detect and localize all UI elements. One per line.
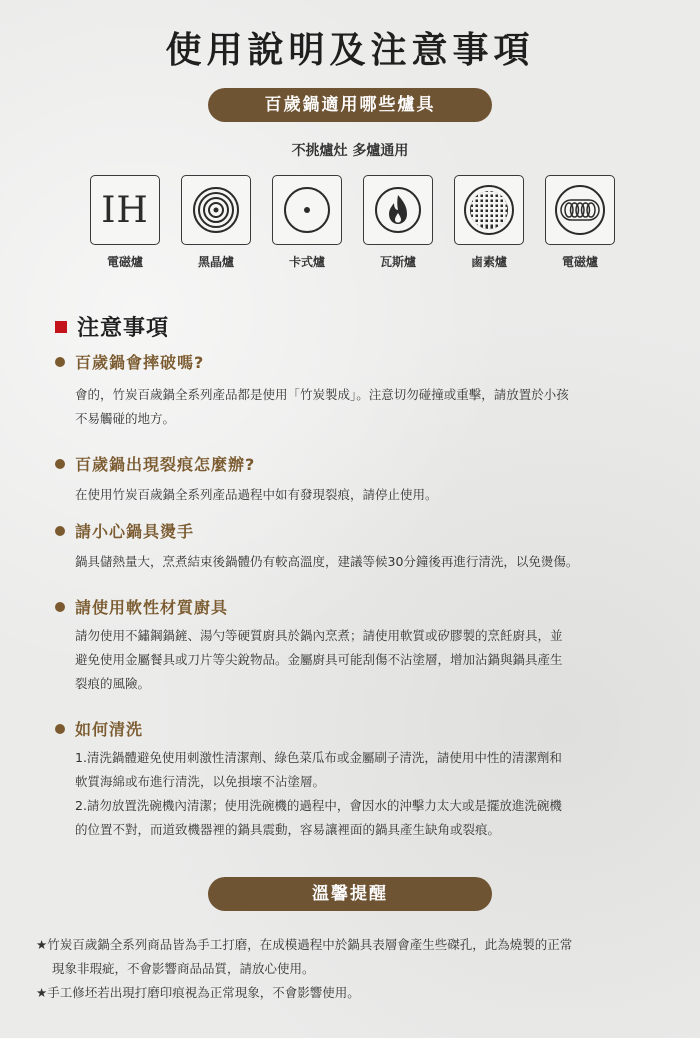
reminder-line: ★手工修坯若出現打磨印痕視為正常現象，不會影響使用。 — [36, 985, 360, 1000]
flame-icon — [372, 184, 424, 236]
stove-ceramic — [181, 175, 251, 270]
red-square-icon — [55, 321, 67, 333]
stove-induction — [90, 175, 160, 270]
bullet-dot-icon — [55, 357, 65, 367]
note-question-label: 百歲鍋出現裂痕怎麼辦? — [75, 455, 256, 474]
spiral-coil-icon — [190, 184, 242, 236]
reminder-line: 現象非瑕疵，不會影響商品品質，請放心使用。 — [52, 961, 315, 976]
note-body — [75, 624, 665, 696]
note-line: 裂痕的風險。 — [75, 676, 151, 691]
coil-loops-icon — [553, 183, 607, 237]
page-title: 使用說明及注意事項 — [165, 30, 535, 71]
notes-heading — [55, 311, 169, 342]
note-line: 鍋具儲熱量大，烹煮結束後鍋體仍有較高溫度，建議等候30分鐘後再進行清洗，以免燙傷。 — [75, 554, 579, 569]
ih-icon: IH — [101, 189, 149, 231]
stoves-subtitle: 不挑爐灶 多爐通用 — [291, 143, 409, 159]
bullet-dot-icon — [55, 526, 65, 536]
stove-label: 瓦斯爐 — [379, 255, 416, 269]
reminder-body — [36, 933, 676, 1005]
stove-label: 電磁爐 — [561, 255, 598, 269]
bullet-dot-icon — [55, 459, 65, 469]
note-question-label: 請使用軟性材質廚具 — [75, 598, 229, 617]
note-body — [75, 383, 665, 431]
note-line: 請勿使用不鏽鋼鍋鏟、湯勺等硬質廚具於鍋內烹煮；請使用軟質或矽膠製的烹飪廚具，並 — [75, 628, 563, 643]
bullet-dot-icon — [55, 602, 65, 612]
dot-circle-icon — [281, 184, 333, 236]
stove-induction-2 — [545, 175, 615, 270]
note-body — [75, 746, 665, 842]
note-question — [55, 350, 204, 373]
note-question — [55, 452, 255, 475]
note-line: 會的，竹炭百歲鍋全系列產品都是使用「竹炭製成」。注意切勿碰撞或重擊，請放置於小孩 — [75, 387, 569, 402]
note-line: 在使用竹炭百歲鍋全系列產品過程中如有發現裂痕，請停止使用。 — [75, 487, 438, 502]
note-body — [75, 550, 665, 574]
note-question-label: 請小心鍋具燙手 — [75, 522, 195, 541]
note-question — [55, 717, 143, 740]
grid-circle-icon — [462, 183, 516, 237]
note-body — [75, 483, 665, 507]
notes-heading-label: 注意事項 — [77, 316, 170, 341]
note-question-label: 如何清洗 — [75, 720, 144, 739]
stove-cassette — [272, 175, 342, 270]
note-line: 1.清洗鍋體避免使用刺激性清潔劑、綠色菜瓜布或金屬刷子清洗，請使用中性的清潔劑和 — [75, 750, 562, 765]
note-line: 軟質海綿或布進行清洗，以免損壞不沾塗層。 — [75, 774, 326, 789]
note-line: 2.請勿放置洗碗機內清潔；使用洗碗機的過程中，會因水的沖擊力太大或是擺放進洗碗機 — [75, 798, 562, 813]
reminder-pill: 溫馨提醒 — [208, 877, 492, 911]
bullet-dot-icon — [55, 724, 65, 734]
stove-halogen — [454, 175, 524, 270]
stove-gas — [363, 175, 433, 270]
note-line: 不易觸碰的地方。 — [75, 411, 176, 426]
note-question-label: 百歲鍋會摔破嗎? — [75, 353, 205, 372]
stove-label: 黑晶爐 — [197, 255, 234, 269]
note-question — [55, 595, 228, 618]
note-question — [55, 519, 194, 542]
stove-label: 電磁爐 — [106, 255, 143, 269]
stove-label: 鹵素爐 — [470, 255, 507, 269]
stoves-pill: 百歲鍋適用哪些爐具 — [208, 88, 492, 122]
reminder-line: ★竹炭百歲鍋全系列商品皆為手工打磨，在成模過程中於鍋具表層會產生些磔孔，此為燒製的正常 — [36, 937, 573, 952]
note-line: 避免使用金屬餐具或刀片等尖銳物品。金屬廚具可能刮傷不沾塗層，增加沾鍋與鍋具產生 — [75, 652, 563, 667]
note-line: 的位置不對，而道致機器裡的鍋具震動，容易讓裡面的鍋具產生缺角或裂痕。 — [75, 822, 501, 837]
stove-label: 卡式爐 — [288, 255, 325, 269]
